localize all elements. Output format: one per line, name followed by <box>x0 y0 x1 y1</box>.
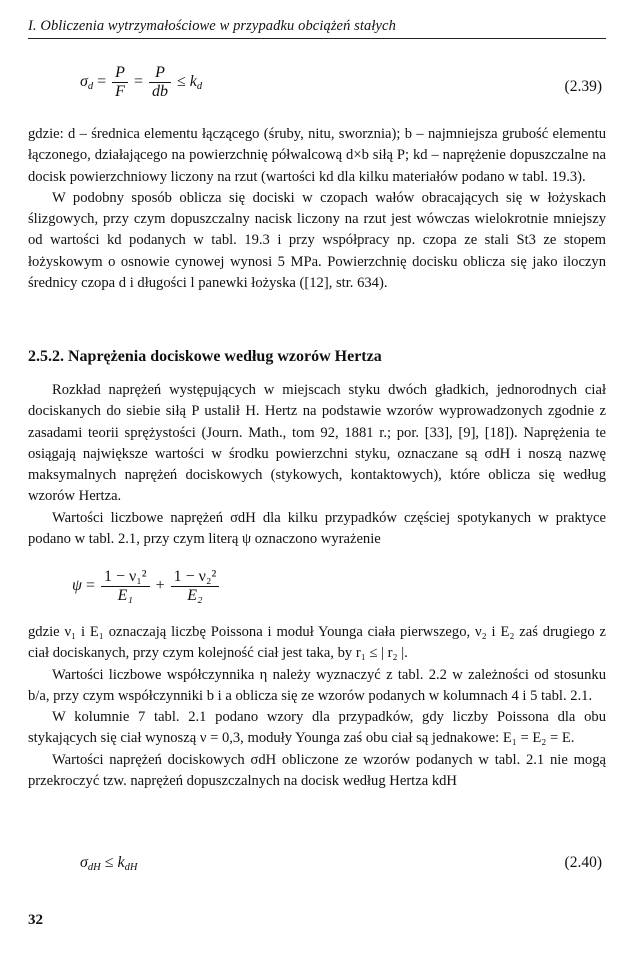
frac-numerator: P <box>149 64 171 83</box>
equation-number-2-39: (2.39) <box>564 78 602 95</box>
running-header: I. Obliczenia wytrzymałościowe w przypadku obciążeń stałych <box>28 18 606 39</box>
eq-rhs-sub: d <box>196 81 203 93</box>
paragraph-gdzie: gdzie: d – średnica elementu łączącego (śruby, nitu, sworznia); b – najmniejsza grubość elementu łączonego, działającego na powierzchnię półwalcową d×b siłą P; kd – naprężenie dopuszczalne na docisk powierzchniowy liczony na rzut (wartości kd dla kilku materiałów podano w tabl. 19.3). <box>28 126 606 185</box>
eq-sigma-sub: dH <box>87 862 101 873</box>
section-heading: 2.5.2. Naprężenia dociskowe według wzorów Hertza <box>28 348 382 365</box>
page-number: 32 <box>28 912 43 928</box>
eq-rhs: ≤ k <box>176 73 197 91</box>
frac-denominator: db <box>151 83 168 100</box>
fraction-2 <box>171 568 220 605</box>
eq-sigma: σ <box>80 854 88 871</box>
fraction-1 <box>101 568 150 605</box>
equation-psi: ψ = $\frac{\text{1 − ν₁²}}{\text{E₁}}$ + $\frac{\text{1 − ν₂²}}{\text{E₂}}$ <box>72 568 598 605</box>
paragraph-wartosci-psi: Wartości liczbowe naprężeń σdH dla kilku przypadków częściej spotykanych w praktyce podano w tabl. 2.1, przy czym literą ψ oznaczono wyrażenie <box>28 509 606 548</box>
paragraph-czopy: W podobny sposób oblicza się dociski w czopach wałów obracających się w łożyskach ślizgowych, przy czym dopuszczalny nacisk liczony na rzut jest wówczas wielokrotnie mniejszy od wartości kd podanych w tabl. 19.3 i przy współpracy np. czopa ze stali St3 ze stopem łożyskowym o osnowie cynowej wynosi 5 MPa. Powierzchnię docisku oblicza się jako iloczyn średnicy czopa d i długości l panewki łożyska ([12], str. 634). <box>28 189 606 292</box>
frac-numerator: 1 − ν₁² <box>101 568 150 587</box>
fraction-p-over-db <box>149 64 171 101</box>
frac-numerator: P <box>112 64 128 83</box>
paragraph-poisson: gdzie ν₁ i E₁ oznaczają liczbę Poissona i moduł Younga ciała pierwszego, ν₂ i E₂ zaś drugiego z ciał dociskanych, przy czym kolejność ciał jest taka, by r₁ ≤ | r₂ |. <box>28 624 606 662</box>
frac-numerator: 1 − ν₂² <box>171 568 220 587</box>
text-block-1 <box>28 124 606 294</box>
eq-rhs-sub: dH <box>124 862 138 873</box>
eq-sigma: σ <box>80 73 88 91</box>
frac-denominator: E₁ <box>117 587 133 604</box>
text-block-2 <box>28 380 606 550</box>
eq-psi: ψ <box>72 577 82 595</box>
paragraph-hertz: Rozkład naprężeń występujących w miejscach styku dwóch gładkich, jednorodnych ciał dociskanych do siebie siłą P ustalił H. Hertz na podstawie wzorów wyprowadzonych zgodnie z zasadami teorii sprężystości (Journ. Math., tom 92, 1881 r.; por. [33], [9], [18]). Naprężenia te osiągają największe wartości w środku powierzchni styku, oznaczane są σdH i noszą nazwę maksymalnych naprężeń dociskowych (stykowych, kontaktowych), które oblicza się według wzorów Hertza. <box>28 382 606 505</box>
frac-denominator: E₂ <box>187 587 203 604</box>
paragraph-kolumna-7: W kolumnie 7 tabl. 2.1 podano wzory dla przypadków, gdy liczby Poissona dla obu stykających się ciał wynoszą ν = 0,3, moduły Younga zaś obu ciał są jednakowe: E₁ = E₂ = E. <box>28 709 606 747</box>
equation-2-39: $\sigma_d$ = $\frac{P}{F}$ = $\frac{P}{db}$ ≤ $k_d$ <box>80 64 203 100</box>
paragraph-eta: Wartości liczbowe współczynnika η należy wyznaczyć z tabl. 2.2 w zależności od stosunku b/a, przy czym współczynniki b i a oblicza się ze wzorów podanych w kolumnach 4 i 5 tabl. 2.1. <box>28 666 606 704</box>
text-block-3 <box>28 622 606 792</box>
frac-denominator: F <box>115 83 125 100</box>
equation-2-40 <box>80 854 606 873</box>
paragraph-dopuszczalne: Wartości naprężeń dociskowych σdH obliczone ze wzorów podanych w tabl. 2.1 nie mogą przekroczyć tzw. naprężeń dopuszczalnych na docisk według Hertza kdH <box>28 751 606 790</box>
fraction-p-over-f <box>112 64 128 101</box>
eq-rhs: ≤ k <box>104 854 125 871</box>
equation-number-2-40: (2.40) <box>564 854 602 871</box>
eq-sigma-sub: d <box>87 81 94 93</box>
